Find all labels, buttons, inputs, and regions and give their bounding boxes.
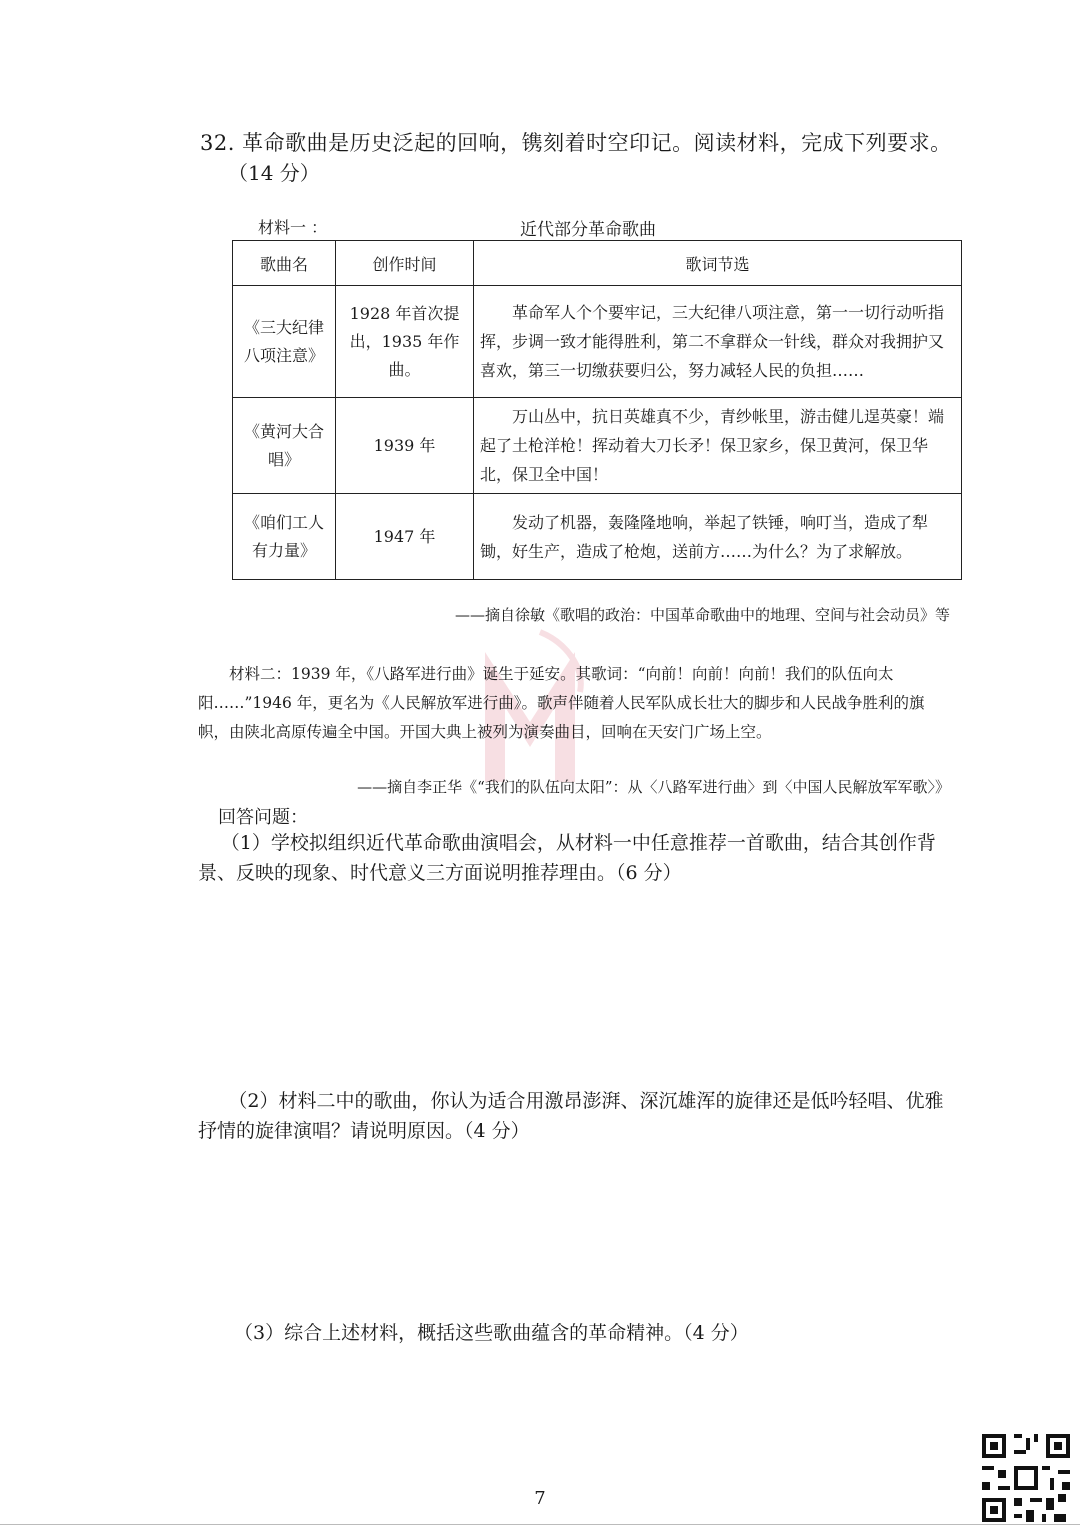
subquestion-1: （1）学校拟组织近代革命歌曲演唱会，从材料一中任意推荐一首歌曲，结合其创作背景、反映的现象、时代意义三方面说明推荐理由。（6 分） <box>198 832 936 884</box>
question-title: 32. 革命歌曲是历史泛起的回响，镌刻着时空印记。阅读材料，完成下列要求。 <box>200 131 952 155</box>
song-name: 《咱们工人有力量》 <box>233 494 336 580</box>
page-bottom-divider <box>0 1524 1080 1525</box>
answer-heading: 回答问题： <box>218 807 308 828</box>
material1-source: ——摘自徐敏《歌唱的政治：中国革命歌曲中的地理、空间与社会动员》等 <box>454 606 950 624</box>
material1-table-title: 近代部分革命歌曲 <box>520 220 656 240</box>
table-row <box>233 494 962 580</box>
header-lyrics: 歌词节选 <box>474 241 962 286</box>
table-row <box>233 286 962 398</box>
song-name: 《黄河大合唱》 <box>233 398 336 494</box>
table-row <box>233 398 962 494</box>
song-time: 1928 年首次提出，1935 年作曲。 <box>336 286 474 398</box>
subquestion-3: （3）综合上述材料，概括这些歌曲蕴含的革命精神。（4 分） <box>234 1322 749 1344</box>
song-lyrics: 万山丛中，抗日英雄真不少，青纱帐里，游击健儿逞英豪！端起了土枪洋枪！挥动着大刀长矛！保卫家乡，保卫黄河，保卫华北，保卫全中国！ <box>474 398 962 494</box>
songs-table <box>232 240 962 580</box>
song-lyrics: 发动了机器，轰隆隆地响，举起了铁锤，响叮当，造成了犁锄，好生产，造成了枪炮，送前方……为什么？为了求解放。 <box>474 494 962 580</box>
song-name: 《三大纪律八项注意》 <box>233 286 336 398</box>
song-time: 1939 年 <box>336 398 474 494</box>
song-time: 1947 年 <box>336 494 474 580</box>
material2-text: 材料二：1939 年，《八路军进行曲》诞生于延安。其歌词：“向前！向前！向前！我们的队伍向太阳……”1946 年，更名为《人民解放军进行曲》。歌声伴随着人民军队成长壮大的脚步和人民战争胜利的旗帜，由陕北高原传遍全中国。开国大典上被列为演奏曲目，回响在天安门广场上空。 <box>198 665 925 741</box>
material1-label: 材料一 ： <box>258 218 328 237</box>
qr-code-icon <box>978 1430 1074 1526</box>
question-score: （14 分） <box>228 161 320 185</box>
material2-source: ——摘自李正华《“我们的队伍向太阳”：从〈八路军进行曲〉到〈中国人民解放军军歌〉》 <box>357 778 950 796</box>
subquestion-2: （2）材料二中的歌曲，你认为适合用激昂澎湃、深沉雄浑的旋律还是低吟轻唱、优雅抒情的旋律演唱？请说明原因。（4 分） <box>198 1090 944 1142</box>
header-song-name: 歌曲名 <box>233 241 336 286</box>
page-number: 7 <box>534 1488 546 1509</box>
song-lyrics: 革命军人个个要牢记，三大纪律八项注意，第一一切行动听指挥，步调一致才能得胜利，第二不拿群众一针线，群众对我拥护又喜欢，第三一切缴获要归公，努力减轻人民的负担…… <box>474 286 962 398</box>
header-creation-time: 创作时间 <box>336 241 474 286</box>
